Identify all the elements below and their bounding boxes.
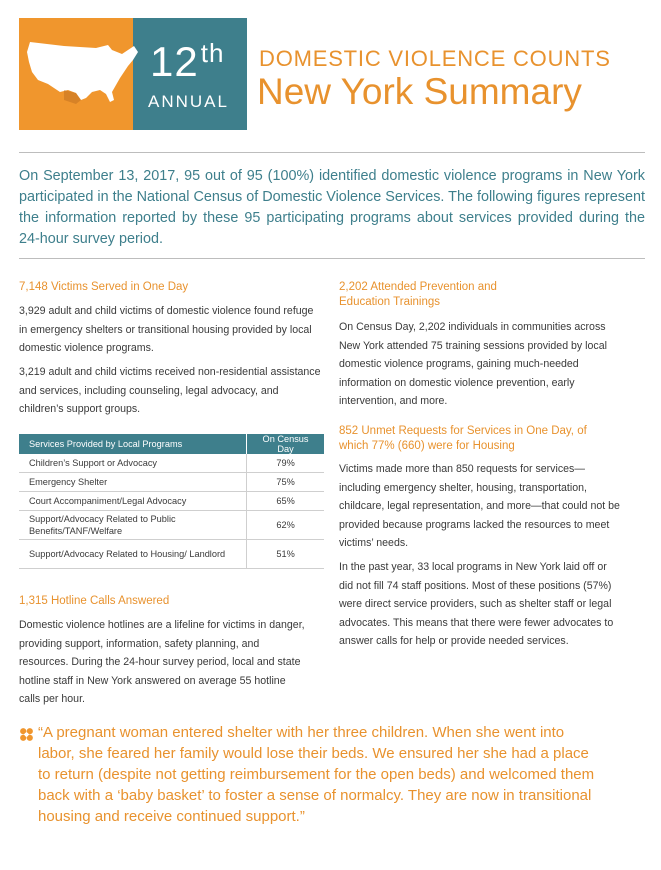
report-subtitle: New York Summary xyxy=(257,71,582,112)
quote-flower-icon xyxy=(19,727,34,742)
unmet-paragraph-2: In the past year, 33 local programs in New York laid off or did not fill 74 staff positions. Most of these positions (57%) were direct service providers, such as shelter staff or legal advocates. This means that there were fewer advocates to answer calls for help or provide needed services. xyxy=(339,561,614,647)
table-row xyxy=(19,492,324,511)
prevention-heading: 2,202 Attended Prevention and Education Trainings xyxy=(339,281,497,308)
table-header-row xyxy=(19,434,324,454)
victims-paragraph-2: 3,219 adult and child victims received non-residential assistance and services, including counseling, legal advocacy, and children’s support groups. xyxy=(19,366,321,415)
table-cell-service: Emergency Shelter xyxy=(19,473,247,492)
report-title: DOMESTIC VIOLENCE COUNTS xyxy=(259,46,611,71)
table-row xyxy=(19,454,324,473)
victims-heading: 7,148 Victims Served in One Day xyxy=(19,281,189,293)
unmet-heading: 852 Unmet Requests for Services in One Day, of which 77% (660) were for Housing xyxy=(339,425,587,452)
table-row xyxy=(19,473,324,492)
edition-suffix: th xyxy=(200,38,225,68)
edition-number: 12th xyxy=(150,38,225,85)
unmet-paragraph-1: Victims made more than 850 requests for services—including emergency shelter, housing, transportation, childcare, legal representation, and more—that could not be provided because programs lacked the resources to meet victims’ needs. xyxy=(339,463,620,549)
us-map-icon xyxy=(24,38,144,104)
table-cell-service: Court Accompaniment/Legal Advocacy xyxy=(19,492,247,511)
table-cell-value: 79% xyxy=(247,454,324,473)
table-cell-service: Children’s Support or Advocacy xyxy=(19,454,247,473)
prevention-paragraph: On Census Day, 2,202 individuals in communities across New York attended 75 training sessions provided by local domestic violence programs, gaining much-needed information on domestic violence prevention, early intervention, and more. xyxy=(339,321,607,407)
table-cell-service: Support/Advocacy Related to Public Benefits/TANF/Welfare xyxy=(19,511,247,540)
edition-label: ANNUAL xyxy=(148,92,229,111)
table-cell-service: Support/Advocacy Related to Housing/ Landlord xyxy=(19,540,247,569)
services-table xyxy=(19,434,324,569)
victims-paragraph-1: 3,929 adult and child victims of domestic violence found refuge in emergency shelters or transitional housing provided by local domestic violence programs. xyxy=(19,305,314,354)
hotline-paragraph: Domestic violence hotlines are a lifeline for victims in danger, providing support, information, safety planning, and resources. During the 24-hour survey period, local and state hotline staff in New York answered on average 55 hotline calls per hour. xyxy=(19,619,305,705)
table-cell-value: 62% xyxy=(247,511,324,540)
table-header-census-day: On Census Day xyxy=(247,434,324,454)
intro-paragraph: On September 13, 2017, 95 out of 95 (100%) identified domestic violence programs in New York participated in the National Census of Domestic Violence Services. The following figures represent the information reported by these 95 participating programs about services provided during the 24-hour survey period. xyxy=(19,168,645,247)
table-cell-value: 65% xyxy=(247,492,324,511)
divider-middle xyxy=(19,258,645,259)
table-cell-value: 51% xyxy=(247,540,324,569)
table-row xyxy=(19,511,324,540)
table-header-services: Services Provided by Local Programs xyxy=(19,434,247,454)
testimonial-quote: “A pregnant woman entered shelter with her three children. When she went into labor, she feared her family would lose their beds. We ensured her she had a place to return (despite not getting reimbursement for the open beds) and welcomed them back with a ‘baby basket’ to foster a sense of normalcy. They are now in transitional housing and receive continued support.” xyxy=(38,724,595,825)
table-row xyxy=(19,540,324,569)
divider-top xyxy=(19,152,645,153)
hotline-heading: 1,315 Hotline Calls Answered xyxy=(19,595,170,607)
table-cell-value: 75% xyxy=(247,473,324,492)
